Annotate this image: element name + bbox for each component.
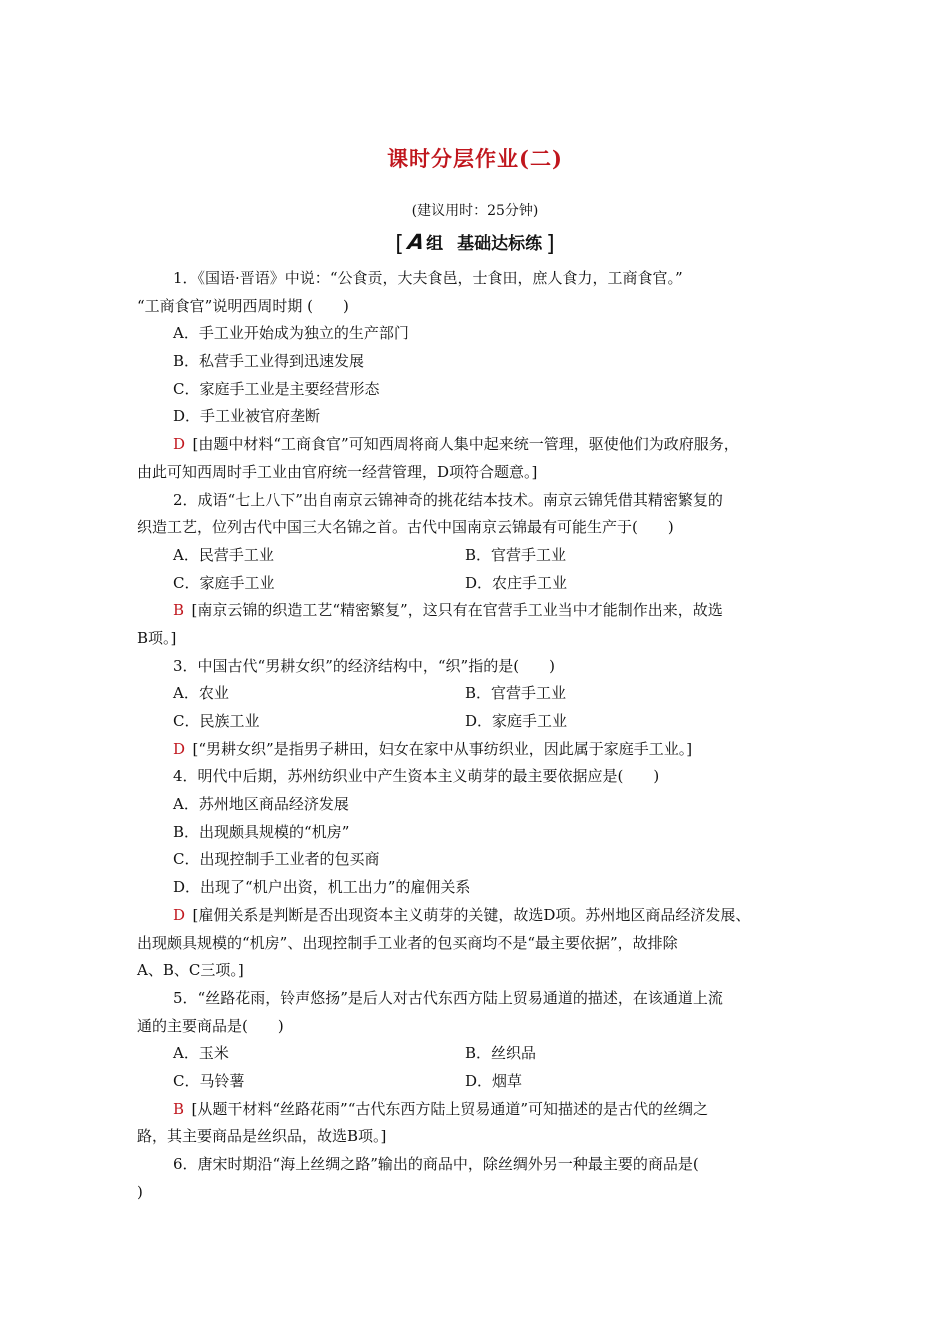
q2-stem-line2: 织造工艺，位列古代中国三大名锦之首。古代中国南京云锦最有可能生产于( ) [137,518,674,537]
q5-explanation-line2: 路，其主要商品是丝织品，故选B项。] [137,1127,387,1146]
group-letter: A [406,230,426,254]
q1-explanation-line1 [137,431,817,459]
q5-stem-line1: 5．“丝路花雨，铃声悠扬”是后人对古代东西方陆上贸易通道的描述，在该通道上流 [173,988,723,1007]
q4-explanation-line3: A、B、C三项。] [137,961,244,980]
q5-answer: B [173,1099,185,1118]
q2-options-row2 [137,570,817,598]
q5-explanation-line1 [137,1096,817,1124]
q2-answer: B [173,601,185,620]
q3-option-d: D．家庭手工业 [465,712,568,730]
q5-stem-line2: 通的主要商品是( ) [137,1016,284,1035]
q5-option-d: D．烟草 [465,1071,523,1090]
q3-explanation-text1: [“男耕女织”是指男子耕田，妇女在家中从事纺织业，因此属于家庭手工业。] [192,739,693,758]
q4-option-d: D．出现了“机户出资，机工出力”的雇佣关系 [173,878,471,897]
q2-options-row1 [137,542,817,570]
q3-stem-line1: 3．中国古代“男耕女织”的经济结构中，“织”指的是( ) [173,656,555,675]
q1-option-d: D．手工业被官府垄断 [173,407,321,426]
q1-option-a: A．手工业开始成为独立的生产部门 [173,324,409,343]
q6-stem-line2: ) [137,1182,143,1201]
q4-option-c: C．出现控制手工业者的包买商 [173,850,380,869]
q1-option-c: C．家庭手工业是主要经营形态 [173,379,380,398]
q1-explanation-line2: 由此可知西周时手工业由官府统一经营管理，D项符合题意。] [137,462,538,481]
suggested-time: (建议用时：25分钟) [411,203,539,219]
q4-option-b: B．出现颇具规模的“机房” [173,822,350,841]
q3-options-row1 [137,680,817,708]
exercise-content [137,265,817,1206]
q3-answer: D [173,739,186,758]
q2-stem-line1: 2．成语“七上八下”出自南京云锦神奇的挑花结本技术。南京云锦凭借其精密繁复的 [173,490,723,509]
q5-explanation-text1: [从题干材料“丝路花雨”“古代东西方陆上贸易通道”可知描述的是古代的丝绸之 [191,1099,709,1118]
q2-option-d: D．农庄手工业 [465,573,568,592]
q2-explanation-line2: B项。] [137,628,177,647]
q5-option-a: A．玉米 [173,1044,229,1063]
q4-stem-line1: 4．明代中后期，苏州纺织业中产生资本主义萌芽的最主要依据应是( ) [173,767,660,786]
q6-stem-line1: 6．唐宋时期沿“海上丝绸之路”输出的商品中，除丝绸外另一种最主要的商品是( [173,1155,699,1173]
q5-option-c: C．马铃薯 [173,1071,245,1090]
q3-option-b: B．官营手工业 [465,684,567,703]
q1-answer: D [173,435,186,454]
q3-option-c: C．民族工业 [173,712,260,730]
q2-option-b: B．官营手工业 [465,545,567,564]
q3-explanation-line1 [137,736,817,764]
q2-explanation-text1: [南京云锦的织造工艺“精密繁复”，这只有在官营手工业当中才能制作出来，故选 [191,601,723,620]
q3-options-row2 [137,708,817,736]
q5-option-b: B．丝织品 [465,1044,537,1063]
q3-option-a: A．农业 [173,684,229,703]
page-title: 课时分层作业(二) [387,146,563,171]
q4-answer: D [173,905,186,924]
q1-explanation-text1: [由题中材料“工商食官”可知西周将商人集中起来统一管理，驱使他们为政府服务， [192,435,739,454]
q2-option-a: A．民营手工业 [173,545,274,564]
q4-explanation-line1 [137,902,817,930]
left-bracket: [ [395,232,404,257]
q2-option-c: C．家庭手工业 [173,573,275,592]
q5-options-row2 [137,1068,817,1096]
q2-explanation-line1 [137,597,817,625]
group-name: 基础达标练 [457,234,543,254]
q5-options-row1 [137,1040,817,1068]
q1-stem-line1: 1．《国语·晋语》中说：“公食贡，大夫食邑，士食田，庶人食力，工商食官。” [173,269,683,287]
group-label: 组 [426,234,444,254]
q4-option-a: A．苏州地区商品经济发展 [173,795,349,814]
group-heading [0,229,950,257]
right-bracket: ] [546,232,555,257]
q1-option-b: B．私营手工业得到迅速发展 [173,352,365,371]
q4-explanation-text1: [雇佣关系是判断是否出现资本主义萌芽的关键，故选D项。苏州地区商品经济发展、 [192,905,751,924]
q1-stem-line2: “工商食官”说明西周时期 ( ) [137,296,349,315]
q4-explanation-line2: 出现颇具规模的“机房”、出现控制手工业者的包买商均不是“最主要依据”，故排除 [137,933,678,952]
